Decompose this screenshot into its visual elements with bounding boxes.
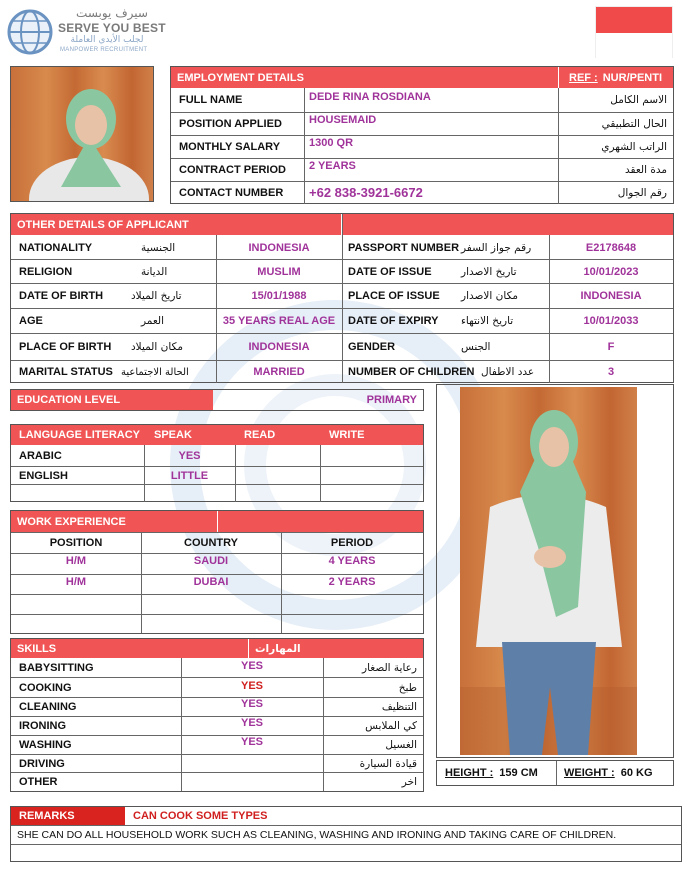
language-arabic: ARABIC bbox=[19, 450, 62, 462]
skills-header-arabic: المهارات bbox=[249, 639, 423, 658]
logo-arabic: سيرف يوبست bbox=[76, 6, 148, 20]
work-experience-table bbox=[10, 510, 424, 634]
passport-value: E2178648 bbox=[585, 242, 637, 254]
height-value: 159 CM bbox=[499, 767, 538, 779]
skill-name: OTHER bbox=[19, 776, 58, 788]
other-details-header-right bbox=[342, 214, 673, 235]
marital-status-value: MARRIED bbox=[253, 366, 305, 378]
skill-arabic: التنظيف bbox=[381, 701, 417, 713]
indonesia-flag bbox=[595, 6, 673, 58]
globe-icon bbox=[6, 8, 54, 56]
skill-arabic: اخر bbox=[401, 776, 417, 788]
age-value: 35 YEARS REAL AGE bbox=[222, 315, 336, 327]
children-label: NUMBER OF CHILDREN bbox=[348, 366, 475, 378]
salary-arabic: الراتب الشهري bbox=[601, 140, 667, 153]
contract-arabic: مدة العقد bbox=[625, 163, 667, 176]
skill-name: COOKING bbox=[19, 681, 72, 694]
marital-status-arabic: الحالة الاجتماعية bbox=[121, 366, 189, 378]
date-of-issue-arabic: تاريخ الاصدار bbox=[461, 265, 517, 278]
person-portrait-icon bbox=[11, 67, 154, 202]
place-of-birth-value: INDONESIA bbox=[248, 341, 310, 353]
dob-label: DATE OF BIRTH bbox=[19, 290, 104, 302]
date-of-expiry-label: DATE OF EXPIRY bbox=[348, 315, 439, 327]
nationality-arabic: الجنسية bbox=[141, 242, 176, 254]
passport-label: PASSPORT NUMBER bbox=[348, 242, 460, 254]
applicant-photo-frame bbox=[436, 384, 674, 758]
position-value: HOUSEMAID bbox=[309, 114, 377, 126]
person-full-body-icon bbox=[460, 387, 637, 755]
salary-value: 1300 QR bbox=[309, 137, 354, 149]
religion-label: RELIGION bbox=[19, 265, 73, 278]
language-col-literacy: LANGUAGE LITERACY bbox=[19, 429, 140, 441]
other-details-header: OTHER DETAILS OF APPLICANT bbox=[11, 214, 341, 235]
dob-arabic: تاريخ الميلاد bbox=[131, 290, 182, 302]
nationality-label: NATIONALITY bbox=[19, 242, 93, 254]
skill-arabic: كي الملابس bbox=[365, 720, 417, 732]
work-header: WORK EXPERIENCE bbox=[11, 511, 217, 532]
date-of-expiry-arabic: تاريخ الانتهاء bbox=[461, 315, 514, 327]
education-label: EDUCATION LEVEL bbox=[11, 390, 213, 410]
skill-name: WASHING bbox=[19, 739, 72, 751]
skills-header: SKILLS bbox=[11, 639, 248, 658]
height-label: HEIGHT : bbox=[445, 767, 494, 779]
skill-value: YES bbox=[240, 698, 263, 710]
ref-label: REF : bbox=[569, 71, 598, 84]
logo-sub: MANPOWER RECRUITMENT bbox=[60, 47, 148, 53]
skill-arabic: رعاية الصغار bbox=[362, 661, 417, 674]
education-value: PRIMARY bbox=[366, 394, 417, 406]
language-table bbox=[10, 424, 424, 502]
language-col-read: READ bbox=[244, 429, 276, 441]
contract-value: 2 YEARS bbox=[309, 160, 356, 172]
religion-value: MUSLIM bbox=[257, 265, 301, 278]
gender-arabic: الجنس bbox=[461, 341, 491, 353]
salary-label: MONTHLY SALARY bbox=[179, 140, 281, 153]
place-of-issue-label: PLACE OF ISSUE bbox=[348, 290, 440, 302]
work-col-country: COUNTRY bbox=[184, 537, 238, 549]
skill-value: YES bbox=[240, 717, 263, 729]
date-of-expiry-value: 10/01/2033 bbox=[583, 315, 639, 327]
height-weight-row bbox=[436, 760, 674, 786]
date-of-issue-label: DATE OF ISSUE bbox=[348, 265, 432, 278]
work-row-period: 4 YEARS bbox=[328, 555, 376, 567]
skill-value: YES bbox=[240, 736, 263, 748]
skill-name: BABYSITTING bbox=[19, 661, 94, 674]
weight-value: 60 KG bbox=[620, 767, 653, 779]
remarks-text: SHE CAN DO ALL HOUSEHOLD WORK SUCH AS CLEANING, WASHING AND IRONING AND TAKING CARE OF CHILDREN. bbox=[17, 829, 617, 841]
skill-name: CLEANING bbox=[19, 701, 77, 713]
remarks-label: REMARKS bbox=[11, 807, 125, 825]
position-arabic: الحال التطبيقي bbox=[601, 117, 667, 130]
employment-details-table bbox=[170, 66, 674, 204]
work-row-period: 2 YEARS bbox=[328, 576, 376, 588]
work-row-country: DUBAI bbox=[193, 576, 229, 588]
dob-value: 15/01/1988 bbox=[251, 290, 307, 302]
skill-arabic: قيادة السيارة bbox=[359, 757, 417, 770]
passport-arabic: رقم جواز السفر bbox=[461, 242, 532, 254]
skill-name: IRONING bbox=[19, 720, 67, 732]
full-name-label: FULL NAME bbox=[179, 94, 243, 106]
date-of-issue-value: 10/01/2023 bbox=[583, 265, 639, 278]
contact-arabic: رقم الجوال bbox=[617, 186, 667, 199]
employment-header: EMPLOYMENT DETAILS bbox=[171, 67, 558, 88]
place-of-issue-arabic: مكان الاصدار bbox=[461, 290, 518, 302]
work-header-right bbox=[218, 511, 423, 532]
nationality-value: INDONESIA bbox=[248, 242, 310, 254]
work-row-country: SAUDI bbox=[193, 555, 229, 567]
full-name-arabic: الاسم الكامل bbox=[610, 94, 667, 106]
company-logo bbox=[6, 6, 166, 58]
full-name-value: DEDE RINA ROSDIANA bbox=[309, 91, 431, 103]
age-arabic: العمر bbox=[141, 315, 165, 327]
children-arabic: عدد الاطفال bbox=[481, 366, 535, 378]
language-col-write: WRITE bbox=[329, 429, 365, 441]
other-details-table bbox=[10, 213, 674, 383]
remarks-headline: CAN COOK SOME TYPES bbox=[133, 810, 268, 822]
place-of-issue-value: INDONESIA bbox=[580, 290, 642, 302]
work-row-position: H/M bbox=[65, 576, 87, 588]
skill-value: YES bbox=[240, 659, 263, 672]
contact-label: CONTACT NUMBER bbox=[179, 186, 284, 199]
skill-arabic: طبخ bbox=[398, 681, 417, 694]
remarks-box bbox=[10, 806, 682, 862]
logo-name: SERVE YOU BEST bbox=[58, 21, 166, 35]
place-of-birth-label: PLACE OF BIRTH bbox=[19, 341, 112, 353]
ref-value: NUR/PENTI bbox=[602, 71, 663, 84]
skill-arabic: الغسيل bbox=[385, 739, 417, 751]
ref-header bbox=[558, 67, 673, 88]
work-col-period: PERIOD bbox=[330, 537, 374, 549]
language-arabic-speak: YES bbox=[178, 450, 201, 462]
place-of-birth-arabic: مكان الميلاد bbox=[131, 341, 183, 353]
contract-label: CONTRACT PERIOD bbox=[179, 163, 286, 176]
age-label: AGE bbox=[19, 315, 43, 327]
work-row-position: H/M bbox=[65, 555, 87, 567]
religion-arabic: الديانة bbox=[141, 265, 168, 278]
skill-name: DRIVING bbox=[19, 757, 65, 770]
logo-arabic-sub: لجلب الأيدي العاملة bbox=[70, 35, 144, 45]
applicant-photo-large bbox=[460, 387, 637, 755]
education-row bbox=[10, 389, 424, 411]
skill-value: YES bbox=[240, 679, 263, 692]
height-field bbox=[445, 761, 538, 785]
work-col-position: POSITION bbox=[49, 537, 103, 549]
skills-table bbox=[10, 638, 424, 792]
gender-label: GENDER bbox=[348, 341, 396, 353]
language-col-speak: SPEAK bbox=[154, 429, 192, 441]
marital-status-label: MARITAL STATUS bbox=[19, 366, 113, 378]
children-value: 3 bbox=[607, 366, 615, 378]
weight-field bbox=[564, 761, 653, 785]
applicant-photo-small bbox=[10, 66, 154, 202]
weight-label: WEIGHT : bbox=[564, 767, 615, 779]
language-english-speak: LITTLE bbox=[170, 469, 209, 482]
language-english: ENGLISH bbox=[19, 469, 68, 482]
position-label: POSITION APPLIED bbox=[179, 117, 282, 130]
contact-value: +62 838-3921-6672 bbox=[309, 185, 423, 200]
language-header bbox=[11, 425, 423, 445]
gender-value: F bbox=[607, 341, 615, 353]
